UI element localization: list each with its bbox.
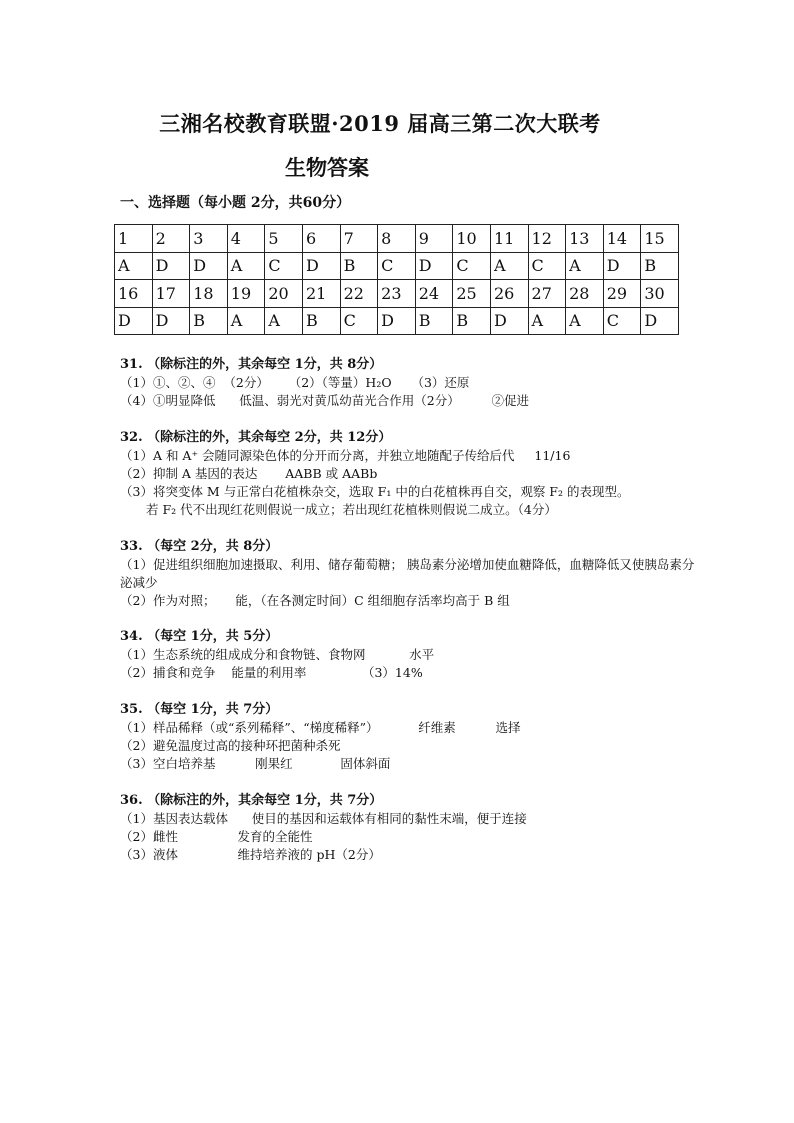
answer-cell: D <box>115 307 153 335</box>
question-number-cell: 5 <box>265 225 303 253</box>
answer-cell: B <box>340 252 378 280</box>
answer-line: （1）A 和 A⁺ 会随同源染色体的分开而分离，并独立地随配子传给后代 11/16 <box>120 448 571 463</box>
answer-cell: C <box>340 307 378 335</box>
answer-line: （3）将突变体 M 与正常白花植株杂交，选取 F₁ 中的白花植株再自交，观察 F₂ 的表现型。 <box>120 484 630 499</box>
answer-line: （2）捕食和竞争 能量的利用率 （3）14% <box>120 665 423 680</box>
question-heading: 33. （每空 2分，共 8分） <box>120 539 279 554</box>
answer-line: （2）抑制 A 基因的表达 AABB 或 AABb <box>120 466 378 481</box>
question-number-cell: 3 <box>190 225 228 253</box>
question-31 <box>120 356 700 410</box>
document-subtitle: 生物答案 <box>285 155 369 180</box>
answer-cell: A <box>265 307 303 335</box>
question-number-cell: 16 <box>115 280 153 308</box>
answer-line: （1）促进组织细胞加速摄取、利用、储存葡萄糖； 胰岛素分泌增加使血糖降低，血糖降低又使胰岛素分泌减少 <box>120 557 695 590</box>
answer-cell: D <box>415 252 453 280</box>
question-number-cell: 22 <box>340 280 378 308</box>
answer-line: （3）液体 维持培养液的 pH（2分） <box>120 847 381 862</box>
answer-cell: B <box>641 252 679 280</box>
answer-line: （4）①明显降低 低温、弱光对黄瓜幼苗光合作用（2分） ②促进 <box>120 393 530 408</box>
answer-cell: B <box>190 307 228 335</box>
document-title: 三湘名校教育联盟·2019 届高三第二次大联考 <box>159 111 601 136</box>
answer-cell: A <box>490 252 528 280</box>
answer-cell: A <box>566 307 604 335</box>
question-36 <box>120 792 700 864</box>
answer-cell: C <box>453 252 491 280</box>
question-number-cell: 25 <box>453 280 491 308</box>
question-heading: 35. （每空 1分，共 7分） <box>120 702 279 717</box>
answer-cell: A <box>227 252 265 280</box>
question-number-cell: 6 <box>302 225 340 253</box>
question-number-cell: 21 <box>302 280 340 308</box>
answer-cell: C <box>378 252 416 280</box>
question-number-cell: 19 <box>227 280 265 308</box>
question-32 <box>120 429 700 519</box>
answer-cell: A <box>566 252 604 280</box>
section-heading-choice: 一、选择题（每小题 2分，共60分） <box>120 195 351 211</box>
question-35 <box>120 701 700 773</box>
answer-line: （2）作为对照； 能，（在各测定时间）C 组细胞存活率均高于 B 组 <box>120 593 510 608</box>
answer-cell: B <box>415 307 453 335</box>
table-row <box>115 225 679 253</box>
answer-cell: D <box>190 252 228 280</box>
question-number-cell: 13 <box>566 225 604 253</box>
question-number-cell: 30 <box>641 280 679 308</box>
table-row <box>115 307 679 335</box>
answer-cell: A <box>227 307 265 335</box>
answer-line: （1）样品稀释（或“系列稀释”、“梯度稀释”） 纤维素 选择 <box>120 720 521 735</box>
question-number-cell: 4 <box>227 225 265 253</box>
question-number-cell: 11 <box>490 225 528 253</box>
question-heading: 32. （除标注的外，其余每空 2分，共 12分） <box>120 430 392 445</box>
question-number-cell: 23 <box>378 280 416 308</box>
question-heading: 36. （除标注的外，其余每空 1分，共 7分） <box>120 793 383 808</box>
question-number-cell: 20 <box>265 280 303 308</box>
answer-cell: D <box>152 307 190 335</box>
question-number-cell: 12 <box>528 225 566 253</box>
answer-cell: C <box>265 252 303 280</box>
question-33 <box>120 538 700 610</box>
question-number-cell: 29 <box>603 280 641 308</box>
answer-cell: B <box>453 307 491 335</box>
answer-line: （1）基因表达载体 使目的基因和运载体有相同的黏性末端，便于连接 <box>120 811 527 826</box>
question-number-cell: 17 <box>152 280 190 308</box>
answer-line: （3）空白培养基 刚果红 固体斜面 <box>120 756 391 771</box>
answer-cell: D <box>152 252 190 280</box>
answer-line: （1）生态系统的组成成分和食物链、食物网 水平 <box>120 647 435 662</box>
question-number-cell: 26 <box>490 280 528 308</box>
question-number-cell: 18 <box>190 280 228 308</box>
question-number-cell: 10 <box>453 225 491 253</box>
answer-cell: C <box>603 307 641 335</box>
question-number-cell: 14 <box>603 225 641 253</box>
answer-line: （2）避免温度过高的接种环把菌种杀死 <box>120 738 341 753</box>
question-number-cell: 27 <box>528 280 566 308</box>
answer-line: 若 F₂ 代不出现红花则假说一成立；若出现红花植株则假说二成立。（4分） <box>146 502 557 517</box>
table-row <box>115 280 679 308</box>
answer-cell: D <box>603 252 641 280</box>
answer-line: （2）雌性 发育的全能性 <box>120 829 313 844</box>
question-number-cell: 28 <box>566 280 604 308</box>
question-number-cell: 1 <box>115 225 153 253</box>
question-number-cell: 8 <box>378 225 416 253</box>
answer-cell: D <box>302 252 340 280</box>
answer-line: （1）①、②、④ （2分） （2）（等量）H₂O （3）还原 <box>120 375 470 390</box>
answer-cell: C <box>528 252 566 280</box>
answer-cell: B <box>302 307 340 335</box>
question-number-cell: 2 <box>152 225 190 253</box>
answer-cell: D <box>641 307 679 335</box>
question-34 <box>120 628 700 682</box>
answer-cell: D <box>490 307 528 335</box>
answer-table <box>114 224 679 335</box>
question-heading: 34. （每空 1分，共 5分） <box>120 629 279 644</box>
answer-cell: A <box>115 252 153 280</box>
question-heading: 31. （除标注的外，其余每空 1分，共 8分） <box>120 357 383 372</box>
question-number-cell: 7 <box>340 225 378 253</box>
question-number-cell: 15 <box>641 225 679 253</box>
answer-cell: A <box>528 307 566 335</box>
table-row <box>115 252 679 280</box>
question-number-cell: 9 <box>415 225 453 253</box>
answer-cell: D <box>378 307 416 335</box>
question-number-cell: 24 <box>415 280 453 308</box>
